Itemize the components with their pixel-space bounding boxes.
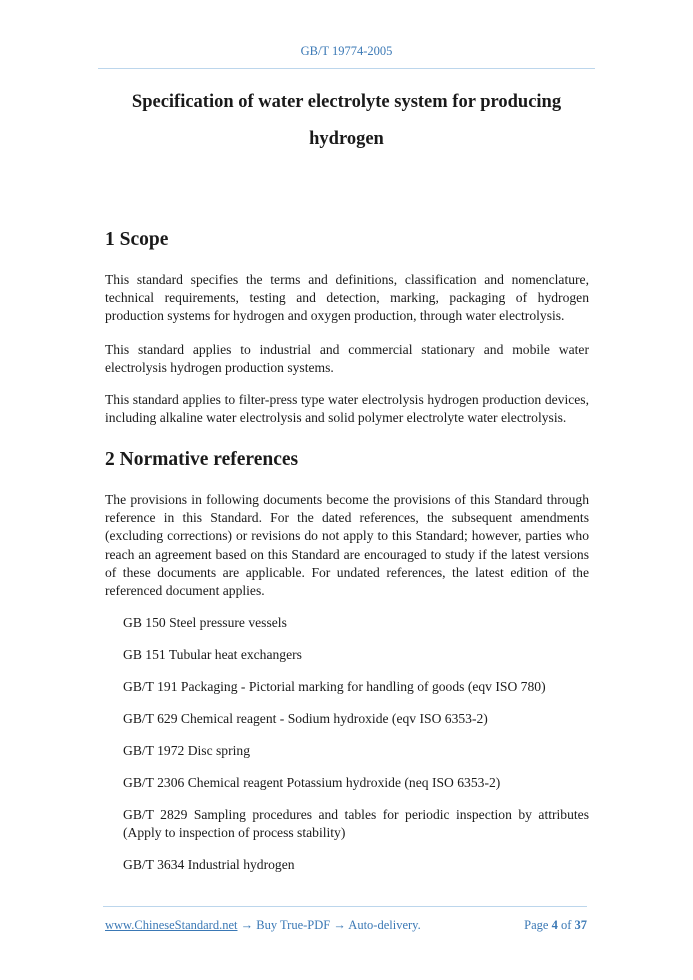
reference-item: GB 150 Steel pressure vessels <box>123 615 287 630</box>
reference-item: GB/T 629 Chemical reagent - Sodium hydroxide (eqv ISO 6353-2) <box>123 711 488 726</box>
page-footer <box>105 918 587 933</box>
page-label: Page <box>524 918 549 932</box>
section-heading-normative-references: 2 Normative references <box>105 449 299 470</box>
section-heading-scope: 1 Scope <box>105 229 169 250</box>
normative-references-paragraph: The provisions in following documents become the provisions of this Standard through reference in this Standard. For the dated references, the subsequent amendments (excluding corrections) or revisions do not apply to this Standard; however, parties who reach an agreement based on this Standard are encouraged to study if the latest versions of these documents are applicable. For undated references, the latest edition of the referenced document applies. <box>105 492 589 599</box>
scope-paragraph-1: This standard specifies the terms and definitions, classification and nomenclature, technical requirements, testing and detection, marking, packaging of hydrogen production systems for hydrogen and oxygen production, through water electrolysis. <box>105 272 589 324</box>
scope-paragraph-2: This standard applies to industrial and commercial stationary and mobile water electrolysis hydrogen production systems. <box>105 342 589 376</box>
reference-item: GB/T 3634 Industrial hydrogen <box>123 857 295 872</box>
reference-item: GB/T 2306 Chemical reagent Potassium hydroxide (neq ISO 6353-2) <box>123 775 501 790</box>
buy-pdf-text: → Buy True-PDF <box>237 918 334 932</box>
document-title-line-2: hydrogen <box>309 129 384 149</box>
header-divider <box>98 68 595 69</box>
reference-item: GB/T 191 Packaging - Pictorial marking for handling of goods (eqv ISO 780) <box>123 679 546 694</box>
reference-item: GB/T 1972 Disc spring <box>123 743 251 758</box>
current-page-number: 4 <box>551 918 558 932</box>
document-title-line-1: Specification of water electrolyte system for producing <box>131 92 562 112</box>
reference-item: GB 151 Tubular heat exchangers <box>123 647 302 662</box>
footer-divider <box>103 906 587 907</box>
scope-paragraph-3: This standard applies to filter-press type water electrolysis hydrogen production devices, including alkaline water electrolysis and solid polymer electrolyte water electrolysis. <box>105 392 589 426</box>
of-label: of <box>560 918 572 932</box>
auto-delivery-text: → Auto-delivery. <box>333 918 421 932</box>
page-indicator <box>524 918 587 933</box>
website-link[interactable]: www.ChineseStandard.net <box>105 918 238 932</box>
total-pages-number: 37 <box>574 918 587 932</box>
reference-item: GB/T 2829 Sampling procedures and tables for periodic inspection by attributes (Apply to inspection of process stability) <box>123 807 589 841</box>
running-header: GB/T 19774-2005 <box>300 44 393 58</box>
